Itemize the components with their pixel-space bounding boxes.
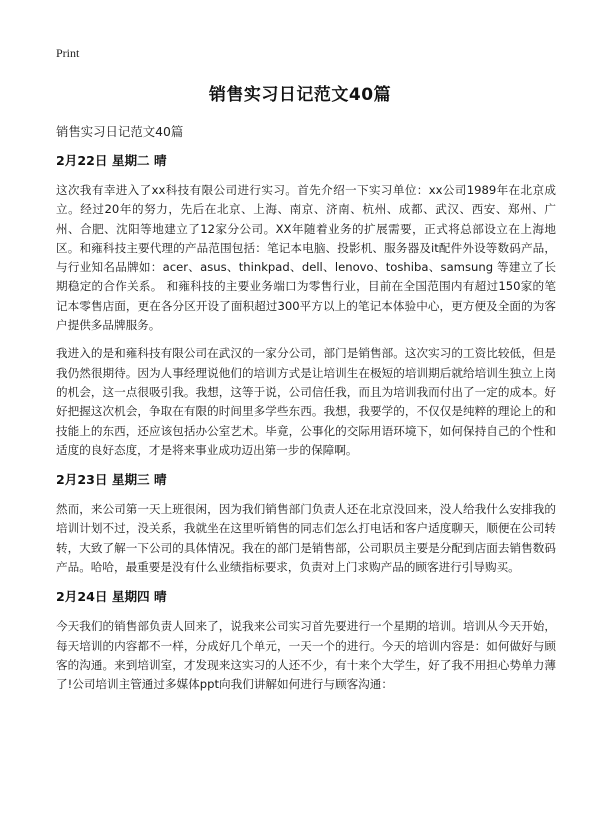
document-subtitle: 销售实习日记范文40篇 bbox=[56, 124, 184, 139]
document-body bbox=[56, 122, 556, 704]
entry-date: 2月24日 星期四 晴 bbox=[56, 589, 167, 605]
entry-paragraph: 我进入的是和雍科技有限公司在武汉的一家分公司，部门是销售部。这次实习的工资比较低，但是我仍然很期待。因为人事经理说他们的培训方式是让培训生在极短的培训期后就给培训生独立上岗的机会，这一点很吸引我。我想，这等于说，公司信任我，而且为培训我而付出了一定的成本。好好把握这次机会，争取在有限的时间里多学些东西。我想，我要学的，不仅仅是纯粹的理论上的和技能上的东西，还应该包括办公室艺术。毕竟，公事化的交际用语环境下，如何保持自己的个性和适度的良好态度，才是将来事业成功迈出第一步的保障啊。 bbox=[56, 346, 556, 457]
entry-paragraph: 然而，来公司第一天上班很闲，因为我们销售部门负责人还在北京没回来，没人给我什么安排我的培训计划不过，没关系，我就坐在这里听销售的同志们怎么打电话和客户适度聊天，顺便在公司转转，大致了解一下公司的具体情况。我在的部门是销售部，公司职员主要是分配到店面去销售数码产品。哈哈，最重要是没有什么业绩指标要求，负责对上门求购产品的顾客进行引导购买。 bbox=[56, 502, 556, 575]
diary-entry-1 bbox=[56, 150, 556, 460]
print-link[interactable]: Print bbox=[56, 46, 80, 60]
entry-paragraph: 这次我有幸进入了xx科技有限公司进行实习。首先介绍一下实习单位：xx公司1989年在北京成立。经过20年的努力，先后在北京、上海、南京、济南、杭州、成都、武汉、西安、郑州、广州、合肥、沈阳等地建立了12家分公司。XX年随着业务的扩展需要，正式将总部设立在上海地区。和雍科技主要代理的产品范围包括：笔记本电脑、投影机、服务器及it配件外设等数码产品，与行业知名品牌如：acer、asus、thinkpad、dell、lenovo、toshiba、samsung 等建立了长期稳定的合作关系。 和雍科技的主要业务端口为零售行业，目前在全国范围内有超过150家的笔记本零售店面，更在各分区开设了面积超过300平方以上的笔记本体验中心，更方便及全面的为客户提供多品牌服务。 bbox=[56, 183, 556, 333]
document-title: 销售实习日记范文40篇 bbox=[208, 85, 392, 105]
diary-entry-2 bbox=[56, 469, 556, 577]
entry-paragraph: 今天我们的销售部负责人回来了，说我来公司实习首先要进行一个星期的培训。培训从今天开始，每天培训的内容都不一样，分成好几个单元，一天一个的进行。今天的培训内容是：如何做好与顾客的沟通。来到培训室，才发现来这实习的人还不少，有十来个大学生，好了我不用担心势单力薄了!公司培训主管通过多媒体ppt向我们讲解如何进行与顾客沟通： bbox=[56, 619, 556, 692]
diary-entry-3 bbox=[56, 586, 556, 694]
entry-date: 2月23日 星期三 晴 bbox=[56, 472, 167, 488]
entry-date: 2月22日 星期二 晴 bbox=[56, 153, 167, 168]
